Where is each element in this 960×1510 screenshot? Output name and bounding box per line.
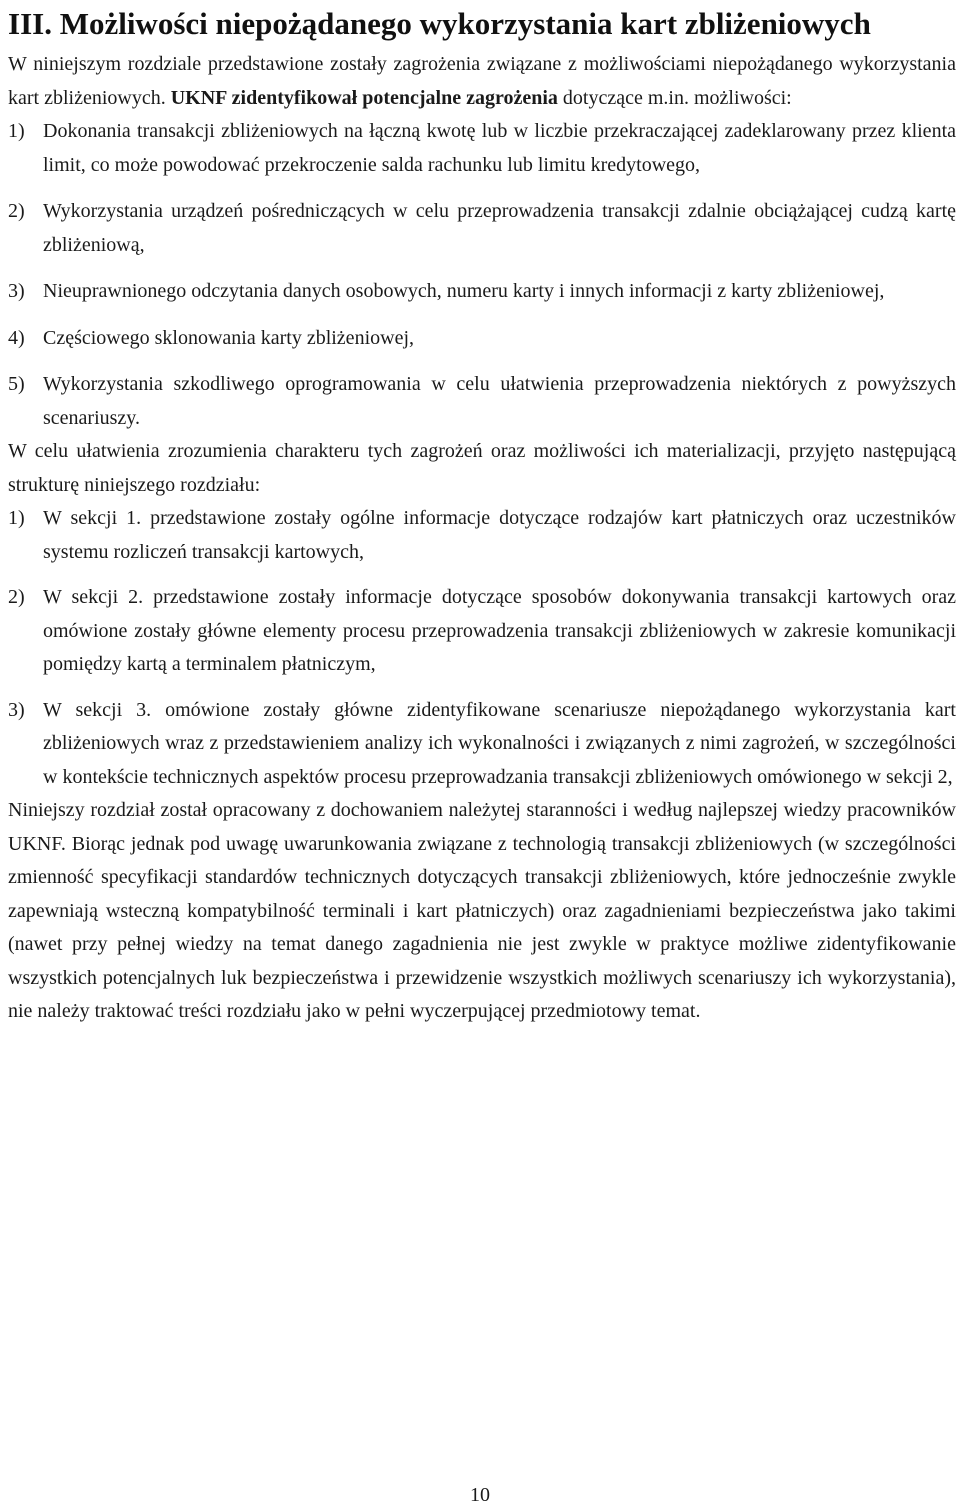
list-item — [8, 694, 956, 795]
list-item — [8, 502, 956, 569]
list-number: 5) — [8, 373, 25, 395]
document-page — [8, 0, 956, 1029]
list-number: 2) — [8, 586, 25, 608]
section-heading: III. Możliwości niepożądanego wykorzystania kart zbliżeniowych — [8, 6, 871, 41]
list-number: 4) — [8, 326, 25, 349]
list-number: 2) — [8, 200, 25, 222]
list-item-text: W sekcji 3. omówione zostały główne zidentyfikowane scenariusze niepożądanego wykorzystania kart zbliżeniowych wraz z przedstawieniem analizy ich wykonalności i związanych z nimi zagrożeń, w szczególności w kontekście technicznych aspektów procesu przeprowadzania transakcji zbliżeniowych omówionego w sekcji 2, — [43, 698, 956, 788]
list-number: 3) — [8, 280, 25, 302]
list-item-text: W sekcji 2. przedstawione zostały informacje dotyczące sposobów dokonywania transakcji kartowych oraz omówione zostały główne elementy procesu przeprowadzenia transakcji zbliżeniowych w zakresie komunikacji pomiędzy kartą a terminalem płatniczym, — [43, 586, 956, 675]
list-item — [8, 195, 956, 262]
list-item-text: Częściowego sklonowania karty zbliżeniowej, — [43, 326, 414, 349]
intro-bold-text: UKNF zidentyfikował potencjalne zagrożenia — [170, 86, 558, 109]
structure-intro-paragraph: W celu ułatwienia zrozumienia charakteru tych zagrożeń oraz możliwości ich materializacji, przyjęto następującą strukturę niniejszego rozdziału: — [8, 440, 956, 496]
closing-paragraph: Niniejszy rozdział został opracowany z dochowaniem należytej staranności i według najlepszej wiedzy pracowników UKNF. Biorąc jednak pod uwagę uwarunkowania związane z technologią transakcji zbliżeniowych (w szczególności zmienność specyfikacji standardów technicznych dotyczących transakcji zbliżeniowych, które jednocześnie zwykle zapewniają wsteczną kompatybilność terminali i kart płatniczych) oraz zagadnieniami bezpieczeństwa jako takimi (nawet przy pełnej wiedzy na temat danego zagadnienia nie jest zwykle w praktyce możliwe zidentyfikowanie wszystkich potencjalnych luk bezpieczeństwa i przewidzenie wszystkich możliwych scenariuszy ich wykorzystania), nie należy traktować treści rozdziału jako w pełni wyczerpującej przedmiotowy temat. — [8, 799, 956, 1022]
list-item-text: W sekcji 1. przedstawione zostały ogólne informacje dotyczące rodzajów kart płatniczych oraz uczestników systemu rozliczeń transakcji kartowych, — [43, 507, 956, 563]
list-number: 3) — [8, 698, 25, 721]
list-item — [8, 115, 956, 182]
page-number: 10 — [470, 1484, 490, 1506]
list-item — [8, 581, 956, 682]
list-number: 1) — [8, 507, 25, 529]
list-item-text: Wykorzystania urządzeń pośredniczących w celu przeprowadzenia transakcji zdalnie obciążającej cudzą kartę zbliżeniową, — [43, 200, 956, 256]
intro-text-2: dotyczące m.in. możliwości: — [557, 86, 792, 109]
list-item-text: Nieuprawnionego odczytania danych osobowych, numeru karty i innych informacji z karty zbliżeniowej, — [43, 280, 885, 302]
list-item-text: Wykorzystania szkodliwego oprogramowania w celu ułatwienia przeprowadzenia niektórych z powyższych scenariuszy. — [43, 373, 956, 429]
list-item-text: Dokonania transakcji zbliżeniowych na łączną kwotę lub w liczbie przekraczającej zadeklarowany przez klienta limit, co może powodować przekroczenie salda rachunku lub limitu kredytowego, — [43, 120, 956, 176]
list-item — [8, 322, 956, 356]
threats-list — [8, 115, 956, 435]
structure-list — [8, 502, 956, 794]
intro-text-1: W niniejszym rozdziale przedstawione zostały zagrożenia związane z możliwościami niepożądanego wykorzystania kart zbliżeniowych. — [8, 53, 956, 109]
list-item — [8, 275, 956, 309]
list-number: 1) — [8, 120, 25, 142]
list-item — [8, 368, 956, 435]
intro-paragraph — [8, 48, 956, 115]
